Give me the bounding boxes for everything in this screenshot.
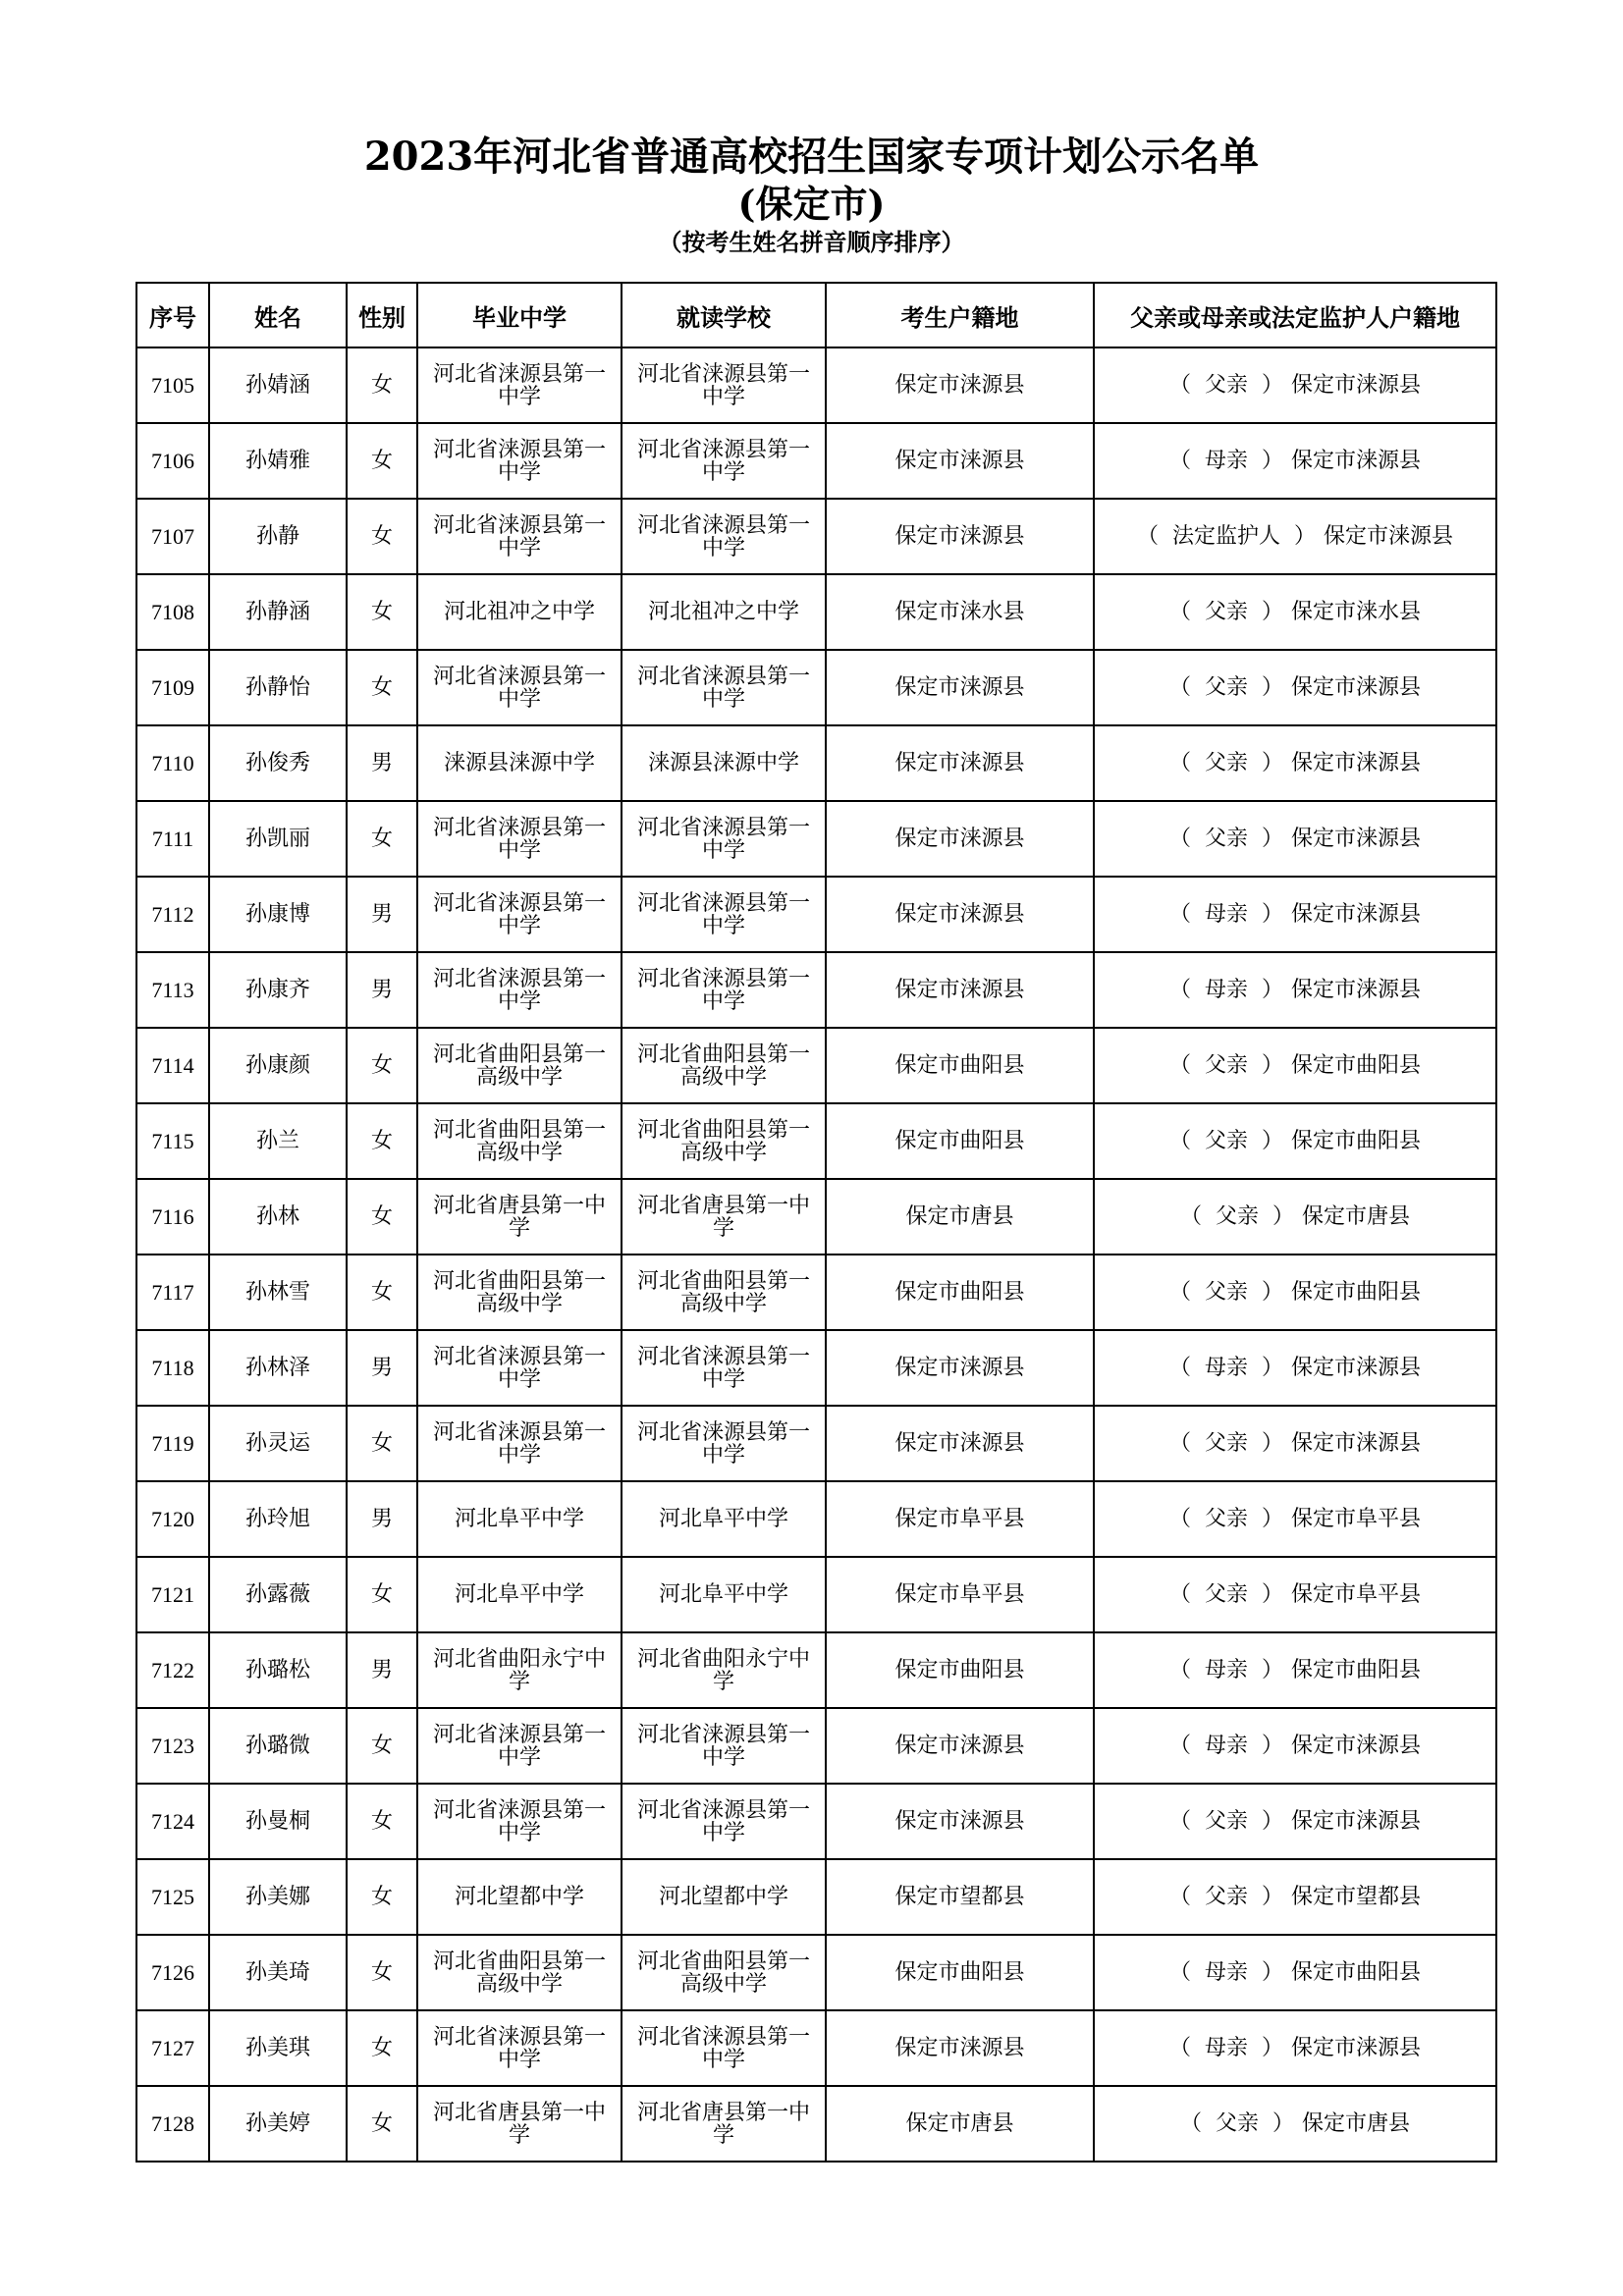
cell-hukou: 保定市阜平县 — [826, 1557, 1094, 1632]
guardian-place: 保定市曲阳县 — [1291, 1052, 1422, 1078]
cell-guardian-hukou: （ 母亲 ） 保定市曲阳县 — [1094, 1632, 1496, 1708]
guardian-place: 保定市涞源县 — [1291, 1355, 1422, 1380]
guardian-relation: 父亲 — [1204, 372, 1248, 398]
cell-gender: 女 — [347, 2086, 417, 2162]
cell-study-school: 河北省涞源县第一中学 — [622, 2010, 826, 2086]
cell-hukou: 保定市曲阳县 — [826, 1935, 1094, 2010]
cell-gender: 男 — [347, 952, 417, 1028]
cell-grad-school: 河北省曲阳县第一高级中学 — [417, 1935, 622, 2010]
cell-hukou: 保定市涞源县 — [826, 650, 1094, 725]
guardian-relation: 父亲 — [1204, 750, 1248, 775]
guardian-relation: 父亲 — [1204, 1506, 1248, 1531]
cell-study-school: 河北省涞源县第一中学 — [622, 877, 826, 952]
guardian-place: 保定市涞源县 — [1291, 1808, 1422, 1834]
table-row — [136, 574, 1496, 650]
cell-name: 孙静涵 — [209, 574, 347, 650]
cell-grad-school: 河北省曲阳县第一高级中学 — [417, 1255, 622, 1330]
table-row — [136, 347, 1496, 423]
table-row — [136, 877, 1496, 952]
guardian-place: 保定市涞源县 — [1291, 1733, 1422, 1758]
guardian-place: 保定市阜平县 — [1291, 1506, 1422, 1531]
sort-note: （按考生姓名拼音顺序排序） — [658, 228, 965, 256]
guardian-relation: 母亲 — [1204, 977, 1248, 1002]
cell-hukou: 保定市涞源县 — [826, 877, 1094, 952]
cell-no: 7117 — [136, 1255, 209, 1330]
cell-guardian-hukou: （ 母亲 ） 保定市涞源县 — [1094, 877, 1496, 952]
col-header-name: 姓名 — [209, 283, 347, 347]
cell-name: 孙露薇 — [209, 1557, 347, 1632]
cell-name: 孙兰 — [209, 1103, 347, 1179]
cell-hukou: 保定市唐县 — [826, 1179, 1094, 1255]
cell-name: 孙静 — [209, 499, 347, 574]
table-row — [136, 1179, 1496, 1255]
cell-name: 孙曼桐 — [209, 1784, 347, 1859]
cell-study-school: 河北省涞源县第一中学 — [622, 1708, 826, 1784]
cell-study-school: 涞源县涞源中学 — [622, 725, 826, 801]
cell-gender: 女 — [347, 1557, 417, 1632]
cell-gender: 女 — [347, 1028, 417, 1103]
cell-study-school: 河北省涞源县第一中学 — [622, 499, 826, 574]
cell-grad-school: 河北省曲阳县第一高级中学 — [417, 1028, 622, 1103]
student-table — [135, 282, 1497, 2163]
cell-name: 孙灵运 — [209, 1406, 347, 1481]
cell-study-school: 河北阜平中学 — [622, 1557, 826, 1632]
guardian-place: 保定市涞源县 — [1291, 2035, 1422, 2060]
cell-grad-school: 河北省涞源县第一中学 — [417, 347, 622, 423]
cell-name: 孙璐微 — [209, 1708, 347, 1784]
cell-no: 7120 — [136, 1481, 209, 1557]
cell-guardian-hukou: （ 父亲 ） 保定市阜平县 — [1094, 1481, 1496, 1557]
table-row — [136, 499, 1496, 574]
cell-study-school: 河北省涞源县第一中学 — [622, 801, 826, 877]
cell-guardian-hukou: （ 父亲 ） 保定市曲阳县 — [1094, 1255, 1496, 1330]
guardian-place: 保定市涞源县 — [1291, 1430, 1422, 1456]
cell-grad-school: 河北省涞源县第一中学 — [417, 650, 622, 725]
guardian-relation: 父亲 — [1204, 1581, 1248, 1607]
guardian-relation: 母亲 — [1204, 448, 1248, 473]
cell-guardian-hukou: （ 父亲 ） 保定市涞源县 — [1094, 1784, 1496, 1859]
cell-name: 孙静怡 — [209, 650, 347, 725]
cell-name: 孙俊秀 — [209, 725, 347, 801]
cell-hukou: 保定市涞源县 — [826, 423, 1094, 499]
cell-gender: 女 — [347, 2010, 417, 2086]
table-row — [136, 952, 1496, 1028]
cell-no: 7121 — [136, 1557, 209, 1632]
cell-gender: 女 — [347, 1935, 417, 2010]
table-header-row — [136, 283, 1496, 347]
cell-gender: 女 — [347, 1406, 417, 1481]
cell-gender: 女 — [347, 347, 417, 423]
guardian-relation: 父亲 — [1204, 1430, 1248, 1456]
cell-study-school: 河北省涞源县第一中学 — [622, 650, 826, 725]
table-row — [136, 1103, 1496, 1179]
guardian-relation: 父亲 — [1204, 1808, 1248, 1834]
cell-guardian-hukou: （ 母亲 ） 保定市涞源县 — [1094, 1708, 1496, 1784]
cell-gender: 女 — [347, 1708, 417, 1784]
cell-guardian-hukou: （ 父亲 ） 保定市望都县 — [1094, 1859, 1496, 1935]
cell-grad-school: 河北阜平中学 — [417, 1481, 622, 1557]
cell-name: 孙璐松 — [209, 1632, 347, 1708]
col-header-gender: 性别 — [347, 283, 417, 347]
guardian-place: 保定市曲阳县 — [1291, 1128, 1422, 1153]
cell-no: 7122 — [136, 1632, 209, 1708]
cell-guardian-hukou: （ 母亲 ） 保定市曲阳县 — [1094, 1935, 1496, 2010]
guardian-relation: 父亲 — [1204, 599, 1248, 624]
cell-no: 7128 — [136, 2086, 209, 2162]
cell-name: 孙林雪 — [209, 1255, 347, 1330]
table-row — [136, 1028, 1496, 1103]
page-title: 2023年河北省普通高校招生国家专项计划公示名单 — [363, 133, 1260, 180]
cell-hukou: 保定市涞源县 — [826, 725, 1094, 801]
cell-gender: 女 — [347, 1179, 417, 1255]
cell-study-school: 河北省涞源县第一中学 — [622, 952, 826, 1028]
table-row — [136, 2086, 1496, 2162]
table-row — [136, 1255, 1496, 1330]
cell-no: 7116 — [136, 1179, 209, 1255]
guardian-relation: 母亲 — [1204, 1959, 1248, 1985]
guardian-place: 保定市阜平县 — [1291, 1581, 1422, 1607]
cell-no: 7124 — [136, 1784, 209, 1859]
cell-guardian-hukou: （ 父亲 ） 保定市涞源县 — [1094, 801, 1496, 877]
guardian-relation: 母亲 — [1204, 1355, 1248, 1380]
cell-guardian-hukou: （ 父亲 ） 保定市涞水县 — [1094, 574, 1496, 650]
cell-name: 孙美琪 — [209, 2010, 347, 2086]
cell-name: 孙美娜 — [209, 1859, 347, 1935]
cell-no: 7123 — [136, 1708, 209, 1784]
cell-no: 7125 — [136, 1859, 209, 1935]
guardian-place: 保定市曲阳县 — [1291, 1657, 1422, 1682]
cell-gender: 女 — [347, 650, 417, 725]
cell-gender: 女 — [347, 423, 417, 499]
cell-hukou: 保定市涞源县 — [826, 1406, 1094, 1481]
cell-guardian-hukou: （ 父亲 ） 保定市唐县 — [1094, 2086, 1496, 2162]
guardian-relation: 父亲 — [1204, 1884, 1248, 1909]
guardian-place: 保定市涞源县 — [1291, 977, 1422, 1002]
cell-hukou: 保定市唐县 — [826, 2086, 1094, 2162]
cell-no: 7115 — [136, 1103, 209, 1179]
table-row — [136, 725, 1496, 801]
cell-grad-school: 河北省唐县第一中学 — [417, 2086, 622, 2162]
cell-gender: 男 — [347, 1481, 417, 1557]
guardian-relation: 法定监护人 — [1171, 523, 1280, 549]
guardian-place: 保定市曲阳县 — [1291, 1959, 1422, 1985]
guardian-relation: 父亲 — [1204, 1279, 1248, 1305]
cell-gender: 女 — [347, 801, 417, 877]
cell-study-school: 河北省唐县第一中学 — [622, 2086, 826, 2162]
table-row — [136, 2010, 1496, 2086]
cell-study-school: 河北省涞源县第一中学 — [622, 1406, 826, 1481]
guardian-place: 保定市涞源县 — [1291, 826, 1422, 851]
table-row — [136, 1708, 1496, 1784]
guardian-relation: 母亲 — [1204, 1733, 1248, 1758]
cell-grad-school: 河北省唐县第一中学 — [417, 1179, 622, 1255]
cell-hukou: 保定市涞源县 — [826, 1330, 1094, 1406]
guardian-relation: 父亲 — [1204, 1128, 1248, 1153]
cell-hukou: 保定市涞源县 — [826, 347, 1094, 423]
cell-study-school: 河北省涞源县第一中学 — [622, 347, 826, 423]
guardian-place: 保定市唐县 — [1302, 2110, 1411, 2136]
cell-study-school: 河北阜平中学 — [622, 1481, 826, 1557]
guardian-place: 保定市望都县 — [1291, 1884, 1422, 1909]
guardian-relation: 父亲 — [1204, 674, 1248, 700]
cell-study-school: 河北省曲阳县第一高级中学 — [622, 1935, 826, 2010]
cell-name: 孙美婷 — [209, 2086, 347, 2162]
cell-name: 孙林泽 — [209, 1330, 347, 1406]
cell-grad-school: 河北祖冲之中学 — [417, 574, 622, 650]
cell-gender: 女 — [347, 1103, 417, 1179]
cell-gender: 女 — [347, 574, 417, 650]
table-row — [136, 1557, 1496, 1632]
cell-study-school: 河北省涞源县第一中学 — [622, 1330, 826, 1406]
cell-no: 7114 — [136, 1028, 209, 1103]
guardian-relation: 父亲 — [1204, 826, 1248, 851]
cell-gender: 男 — [347, 1330, 417, 1406]
cell-hukou: 保定市涞源县 — [826, 801, 1094, 877]
table-row — [136, 1859, 1496, 1935]
cell-hukou: 保定市涞源县 — [826, 952, 1094, 1028]
cell-grad-school: 河北省曲阳永宁中学 — [417, 1632, 622, 1708]
cell-no: 7112 — [136, 877, 209, 952]
cell-grad-school: 河北省涞源县第一中学 — [417, 2010, 622, 2086]
cell-study-school: 河北望都中学 — [622, 1859, 826, 1935]
cell-grad-school: 河北望都中学 — [417, 1859, 622, 1935]
col-header-hukou: 考生户籍地 — [826, 283, 1094, 347]
cell-grad-school: 河北省曲阳县第一高级中学 — [417, 1103, 622, 1179]
cell-name: 孙凯丽 — [209, 801, 347, 877]
cell-grad-school: 涞源县涞源中学 — [417, 725, 622, 801]
cell-guardian-hukou: （ 父亲 ） 保定市阜平县 — [1094, 1557, 1496, 1632]
cell-no: 7119 — [136, 1406, 209, 1481]
col-header-guardian-hukou: 父亲或母亲或法定监护人户籍地 — [1094, 283, 1496, 347]
guardian-relation: 父亲 — [1215, 1203, 1259, 1229]
cell-name: 孙康齐 — [209, 952, 347, 1028]
cell-no: 7109 — [136, 650, 209, 725]
cell-grad-school: 河北省涞源县第一中学 — [417, 1708, 622, 1784]
cell-study-school: 河北省曲阳县第一高级中学 — [622, 1103, 826, 1179]
cell-name: 孙婧雅 — [209, 423, 347, 499]
cell-guardian-hukou: （ 父亲 ） 保定市曲阳县 — [1094, 1028, 1496, 1103]
cell-guardian-hukou: （ 父亲 ） 保定市曲阳县 — [1094, 1103, 1496, 1179]
table-row — [136, 650, 1496, 725]
cell-hukou: 保定市涞源县 — [826, 1784, 1094, 1859]
cell-guardian-hukou: （ 母亲 ） 保定市涞源县 — [1094, 2010, 1496, 2086]
cell-hukou: 保定市涞源县 — [826, 499, 1094, 574]
cell-gender: 女 — [347, 1255, 417, 1330]
cell-guardian-hukou: （ 母亲 ） 保定市涞源县 — [1094, 952, 1496, 1028]
page-subtitle: (保定市) — [737, 182, 886, 226]
cell-no: 7105 — [136, 347, 209, 423]
guardian-place: 保定市涞源县 — [1291, 674, 1422, 700]
cell-guardian-hukou: （ 父亲 ） 保定市涞源县 — [1094, 725, 1496, 801]
table-row — [136, 423, 1496, 499]
guardian-place: 保定市涞水县 — [1291, 599, 1422, 624]
cell-no: 7110 — [136, 725, 209, 801]
cell-gender: 女 — [347, 1784, 417, 1859]
guardian-place: 保定市唐县 — [1302, 1203, 1411, 1229]
guardian-place: 保定市涞源县 — [1324, 523, 1454, 549]
cell-gender: 女 — [347, 1859, 417, 1935]
cell-no: 7108 — [136, 574, 209, 650]
cell-gender: 男 — [347, 877, 417, 952]
cell-hukou: 保定市涞源县 — [826, 1708, 1094, 1784]
cell-no: 7106 — [136, 423, 209, 499]
guardian-place: 保定市涞源县 — [1291, 372, 1422, 398]
cell-study-school: 河北省唐县第一中学 — [622, 1179, 826, 1255]
cell-name: 孙林 — [209, 1179, 347, 1255]
cell-study-school: 河北省曲阳永宁中学 — [622, 1632, 826, 1708]
cell-grad-school: 河北省涞源县第一中学 — [417, 1330, 622, 1406]
cell-grad-school: 河北省涞源县第一中学 — [417, 877, 622, 952]
cell-grad-school: 河北省涞源县第一中学 — [417, 1406, 622, 1481]
cell-study-school: 河北省涞源县第一中学 — [622, 1784, 826, 1859]
cell-no: 7111 — [136, 801, 209, 877]
cell-hukou: 保定市涞源县 — [826, 2010, 1094, 2086]
table-row — [136, 1330, 1496, 1406]
cell-hukou: 保定市曲阳县 — [826, 1103, 1094, 1179]
cell-grad-school: 河北省涞源县第一中学 — [417, 952, 622, 1028]
cell-study-school: 河北省涞源县第一中学 — [622, 423, 826, 499]
guardian-relation: 母亲 — [1204, 901, 1248, 927]
cell-gender: 男 — [347, 725, 417, 801]
cell-guardian-hukou: （ 父亲 ） 保定市涞源县 — [1094, 347, 1496, 423]
guardian-place: 保定市涞源县 — [1291, 750, 1422, 775]
cell-name: 孙婧涵 — [209, 347, 347, 423]
col-header-study-school: 就读学校 — [622, 283, 826, 347]
cell-gender: 男 — [347, 1632, 417, 1708]
cell-guardian-hukou: （ 父亲 ） 保定市涞源县 — [1094, 650, 1496, 725]
cell-no: 7126 — [136, 1935, 209, 2010]
cell-gender: 女 — [347, 499, 417, 574]
cell-no: 7127 — [136, 2010, 209, 2086]
cell-name: 孙美琦 — [209, 1935, 347, 2010]
guardian-place: 保定市涞源县 — [1291, 448, 1422, 473]
cell-hukou: 保定市曲阳县 — [826, 1028, 1094, 1103]
cell-hukou: 保定市望都县 — [826, 1859, 1094, 1935]
cell-no: 7107 — [136, 499, 209, 574]
cell-hukou: 保定市阜平县 — [826, 1481, 1094, 1557]
cell-hukou: 保定市涞水县 — [826, 574, 1094, 650]
table-row — [136, 1632, 1496, 1708]
cell-no: 7113 — [136, 952, 209, 1028]
col-header-no: 序号 — [136, 283, 209, 347]
cell-grad-school: 河北省涞源县第一中学 — [417, 801, 622, 877]
table-row — [136, 801, 1496, 877]
cell-guardian-hukou: （ 父亲 ） 保定市唐县 — [1094, 1179, 1496, 1255]
table-row — [136, 1784, 1496, 1859]
cell-grad-school: 河北省涞源县第一中学 — [417, 499, 622, 574]
table-row — [136, 1481, 1496, 1557]
cell-name: 孙康博 — [209, 877, 347, 952]
cell-grad-school: 河北省涞源县第一中学 — [417, 423, 622, 499]
cell-grad-school: 河北阜平中学 — [417, 1557, 622, 1632]
cell-study-school: 河北祖冲之中学 — [622, 574, 826, 650]
cell-grad-school: 河北省涞源县第一中学 — [417, 1784, 622, 1859]
cell-hukou: 保定市曲阳县 — [826, 1255, 1094, 1330]
guardian-relation: 父亲 — [1204, 1052, 1248, 1078]
cell-no: 7118 — [136, 1330, 209, 1406]
cell-name: 孙康颜 — [209, 1028, 347, 1103]
cell-guardian-hukou: （ 母亲 ） 保定市涞源县 — [1094, 423, 1496, 499]
cell-hukou: 保定市曲阳县 — [826, 1632, 1094, 1708]
guardian-relation: 母亲 — [1204, 2035, 1248, 2060]
cell-study-school: 河北省曲阳县第一高级中学 — [622, 1255, 826, 1330]
cell-guardian-hukou: （ 父亲 ） 保定市涞源县 — [1094, 1406, 1496, 1481]
cell-name: 孙玲旭 — [209, 1481, 347, 1557]
table-row — [136, 1406, 1496, 1481]
table-row — [136, 1935, 1496, 2010]
guardian-place: 保定市涞源县 — [1291, 901, 1422, 927]
col-header-grad-school: 毕业中学 — [417, 283, 622, 347]
guardian-relation: 母亲 — [1204, 1657, 1248, 1682]
guardian-place: 保定市曲阳县 — [1291, 1279, 1422, 1305]
cell-guardian-hukou: （ 母亲 ） 保定市涞源县 — [1094, 1330, 1496, 1406]
cell-guardian-hukou: （ 法定监护人 ） 保定市涞源县 — [1094, 499, 1496, 574]
guardian-relation: 父亲 — [1215, 2110, 1259, 2136]
cell-study-school: 河北省曲阳县第一高级中学 — [622, 1028, 826, 1103]
